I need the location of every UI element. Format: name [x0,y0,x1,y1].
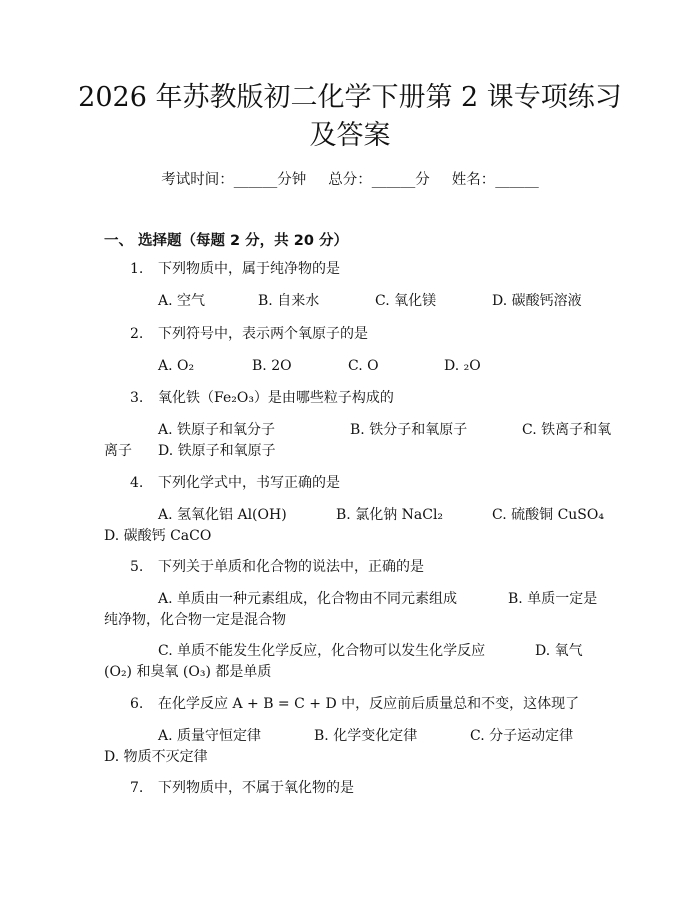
question-3 [130,388,394,408]
question-number: 2. [130,326,144,342]
question-4-options-wrap [104,526,211,546]
option-c-continued: 离子 [104,443,132,459]
option-b: B. 单质一定是 [508,591,598,607]
question-number: 6. [130,696,144,712]
question-text: 下列化学式中，书写正确的是 [158,475,340,491]
document-title-line1: 2026 年苏教版初二化学下册第 2 课专项练习 [78,82,622,113]
question-3-options-wrap [104,441,276,461]
question-1 [130,259,340,279]
option-c: C. O [348,358,379,374]
exam-time-label: 考试时间：______分钟 [161,172,307,188]
question-6-options [158,726,573,746]
option-d: D. 碳酸钙 CaCO [104,528,212,544]
option-d: D. 碳酸钙溶液 [492,293,582,309]
option-d: D. ₂O [444,358,481,374]
question-3-options [158,420,611,440]
option-a: A. 铁原子和氧分子 [158,422,276,438]
section-title: 选择题（每题 2 分，共 20 分） [138,233,348,249]
question-6 [130,694,579,714]
question-5-options [158,589,597,609]
option-a: A. 质量守恒定律 [158,728,262,744]
question-5-options-wrap-1 [104,610,286,630]
option-b-continued: 纯净物，化合物一定是混合物 [104,612,286,628]
option-d: D. 氧气 [535,643,583,659]
total-score-label: 总分：______分 [328,172,430,188]
question-text: 氧化铁（Fe₂O₃）是由哪些粒子构成的 [158,390,394,406]
option-b: B. 2O [252,358,292,374]
question-text: 下列关于单质和化合物的说法中，正确的是 [158,559,424,575]
option-b: B. 铁分子和氧原子 [350,422,468,438]
question-6-options-wrap [104,747,208,767]
option-c: C. 铁离子和氧 [522,422,612,438]
question-5 [130,557,424,577]
option-c: C. 氧化镁 [375,293,437,309]
option-b: B. 化学变化定律 [314,728,418,744]
question-2 [130,324,368,344]
question-text: 在化学反应 A + B = C + D 中，反应前后质量总和不变，这体现了 [158,696,580,712]
question-4 [130,473,340,493]
option-d: D. 物质不灭定律 [104,749,208,765]
section-heading [104,229,348,250]
option-a: A. 单质由一种元素组成，化合物由不同元素组成 [158,591,458,607]
question-2-options [158,356,481,376]
option-d: D. 铁原子和氧原子 [158,443,276,459]
section-number: 一、 [104,233,133,249]
question-7 [130,778,354,798]
question-number: 3. [130,390,144,406]
student-name-label: 姓名：______ [451,172,539,188]
option-c: C. 分子运动定律 [470,728,574,744]
document-title-line2: 及答案 [309,120,391,151]
question-5-options-2 [158,641,583,661]
option-d-continued: (O₂) 和臭氧 (O₃) 都是单质 [104,664,272,680]
option-c: C. 硫酸铜 CuSO₄ [492,507,604,523]
question-5-options-wrap-2 [104,662,271,682]
option-b: B. 氯化钠 NaCl₂ [336,507,444,523]
question-1-options [158,291,582,311]
option-c: C. 单质不能发生化学反应，化合物可以发生化学反应 [158,643,486,659]
question-text: 下列符号中，表示两个氧原子的是 [158,326,368,342]
option-b: B. 自来水 [258,293,320,309]
option-a: A. 氢氧化铝 Al(OH) [158,507,287,523]
question-number: 7. [130,780,144,796]
question-text: 下列物质中，不属于氧化物的是 [158,780,354,796]
exam-meta [0,168,700,189]
question-number: 1. [130,261,144,277]
question-number: 4. [130,475,144,491]
question-text: 下列物质中，属于纯净物的是 [158,261,340,277]
option-a: A. 空气 [158,293,206,309]
option-a: A. O₂ [158,358,195,374]
question-number: 5. [130,559,144,575]
question-4-options [158,505,604,525]
